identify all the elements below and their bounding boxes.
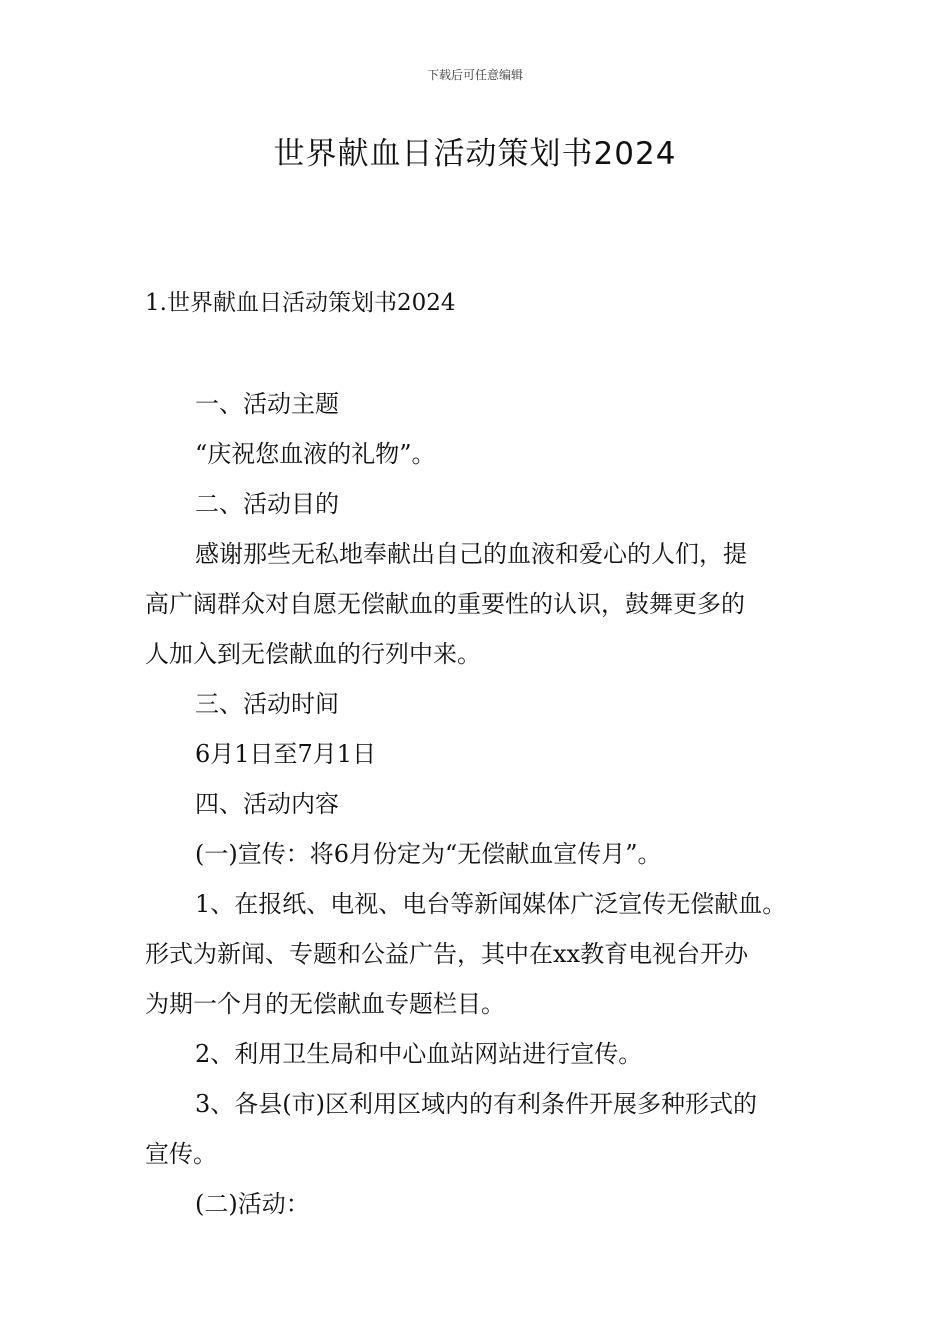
purpose-line-3: 人加入到无偿献血的行列中来。 [145,640,481,668]
heading-content: 四、活动内容 [195,790,339,818]
page-header-note: 下载后可任意编辑 [426,68,523,82]
heading-purpose: 二、活动目的 [195,490,339,518]
theme-text: “庆祝您血液的礼物”。 [195,440,436,468]
publicity-item-3-line-2: 宣传。 [145,1140,217,1168]
publicity-item-1-line-1: 1、在报纸、电视、电台等新闻媒体广泛宣传无偿献血。 [195,890,787,918]
heading-time: 三、活动时间 [195,690,339,718]
publicity-item-1-line-3: 为期一个月的无偿献血专题栏目。 [145,990,505,1018]
purpose-line-2: 高广阔群众对自愿无偿献血的重要性的认识，鼓舞更多的 [145,590,745,618]
publicity-item-2: 2、利用卫生局和中心血站网站进行宣传。 [195,1040,643,1068]
publicity-item-1-line-2: 形式为新闻、专题和公益广告，其中在xx教育电视台开办 [145,940,749,968]
purpose-line-1: 感谢那些无私地奉献出自己的血液和爱心的人们，提 [195,540,747,568]
publicity-item-3-line-1: 3、各县(市)区利用区域内的有利条件开展多种形式的 [195,1090,757,1118]
heading-theme: 一、活动主题 [195,390,339,418]
content-subheading-publicity: (一)宣传：将6月份定为“无偿献血宣传月”。 [195,840,662,868]
section-heading: 1.世界献血日活动策划书2024 [145,290,456,316]
time-text: 6月1日至7月1日 [195,740,377,768]
document-title: 世界献血日活动策划书2024 [273,136,677,172]
content-subheading-activities: (二)活动： [195,1190,310,1218]
